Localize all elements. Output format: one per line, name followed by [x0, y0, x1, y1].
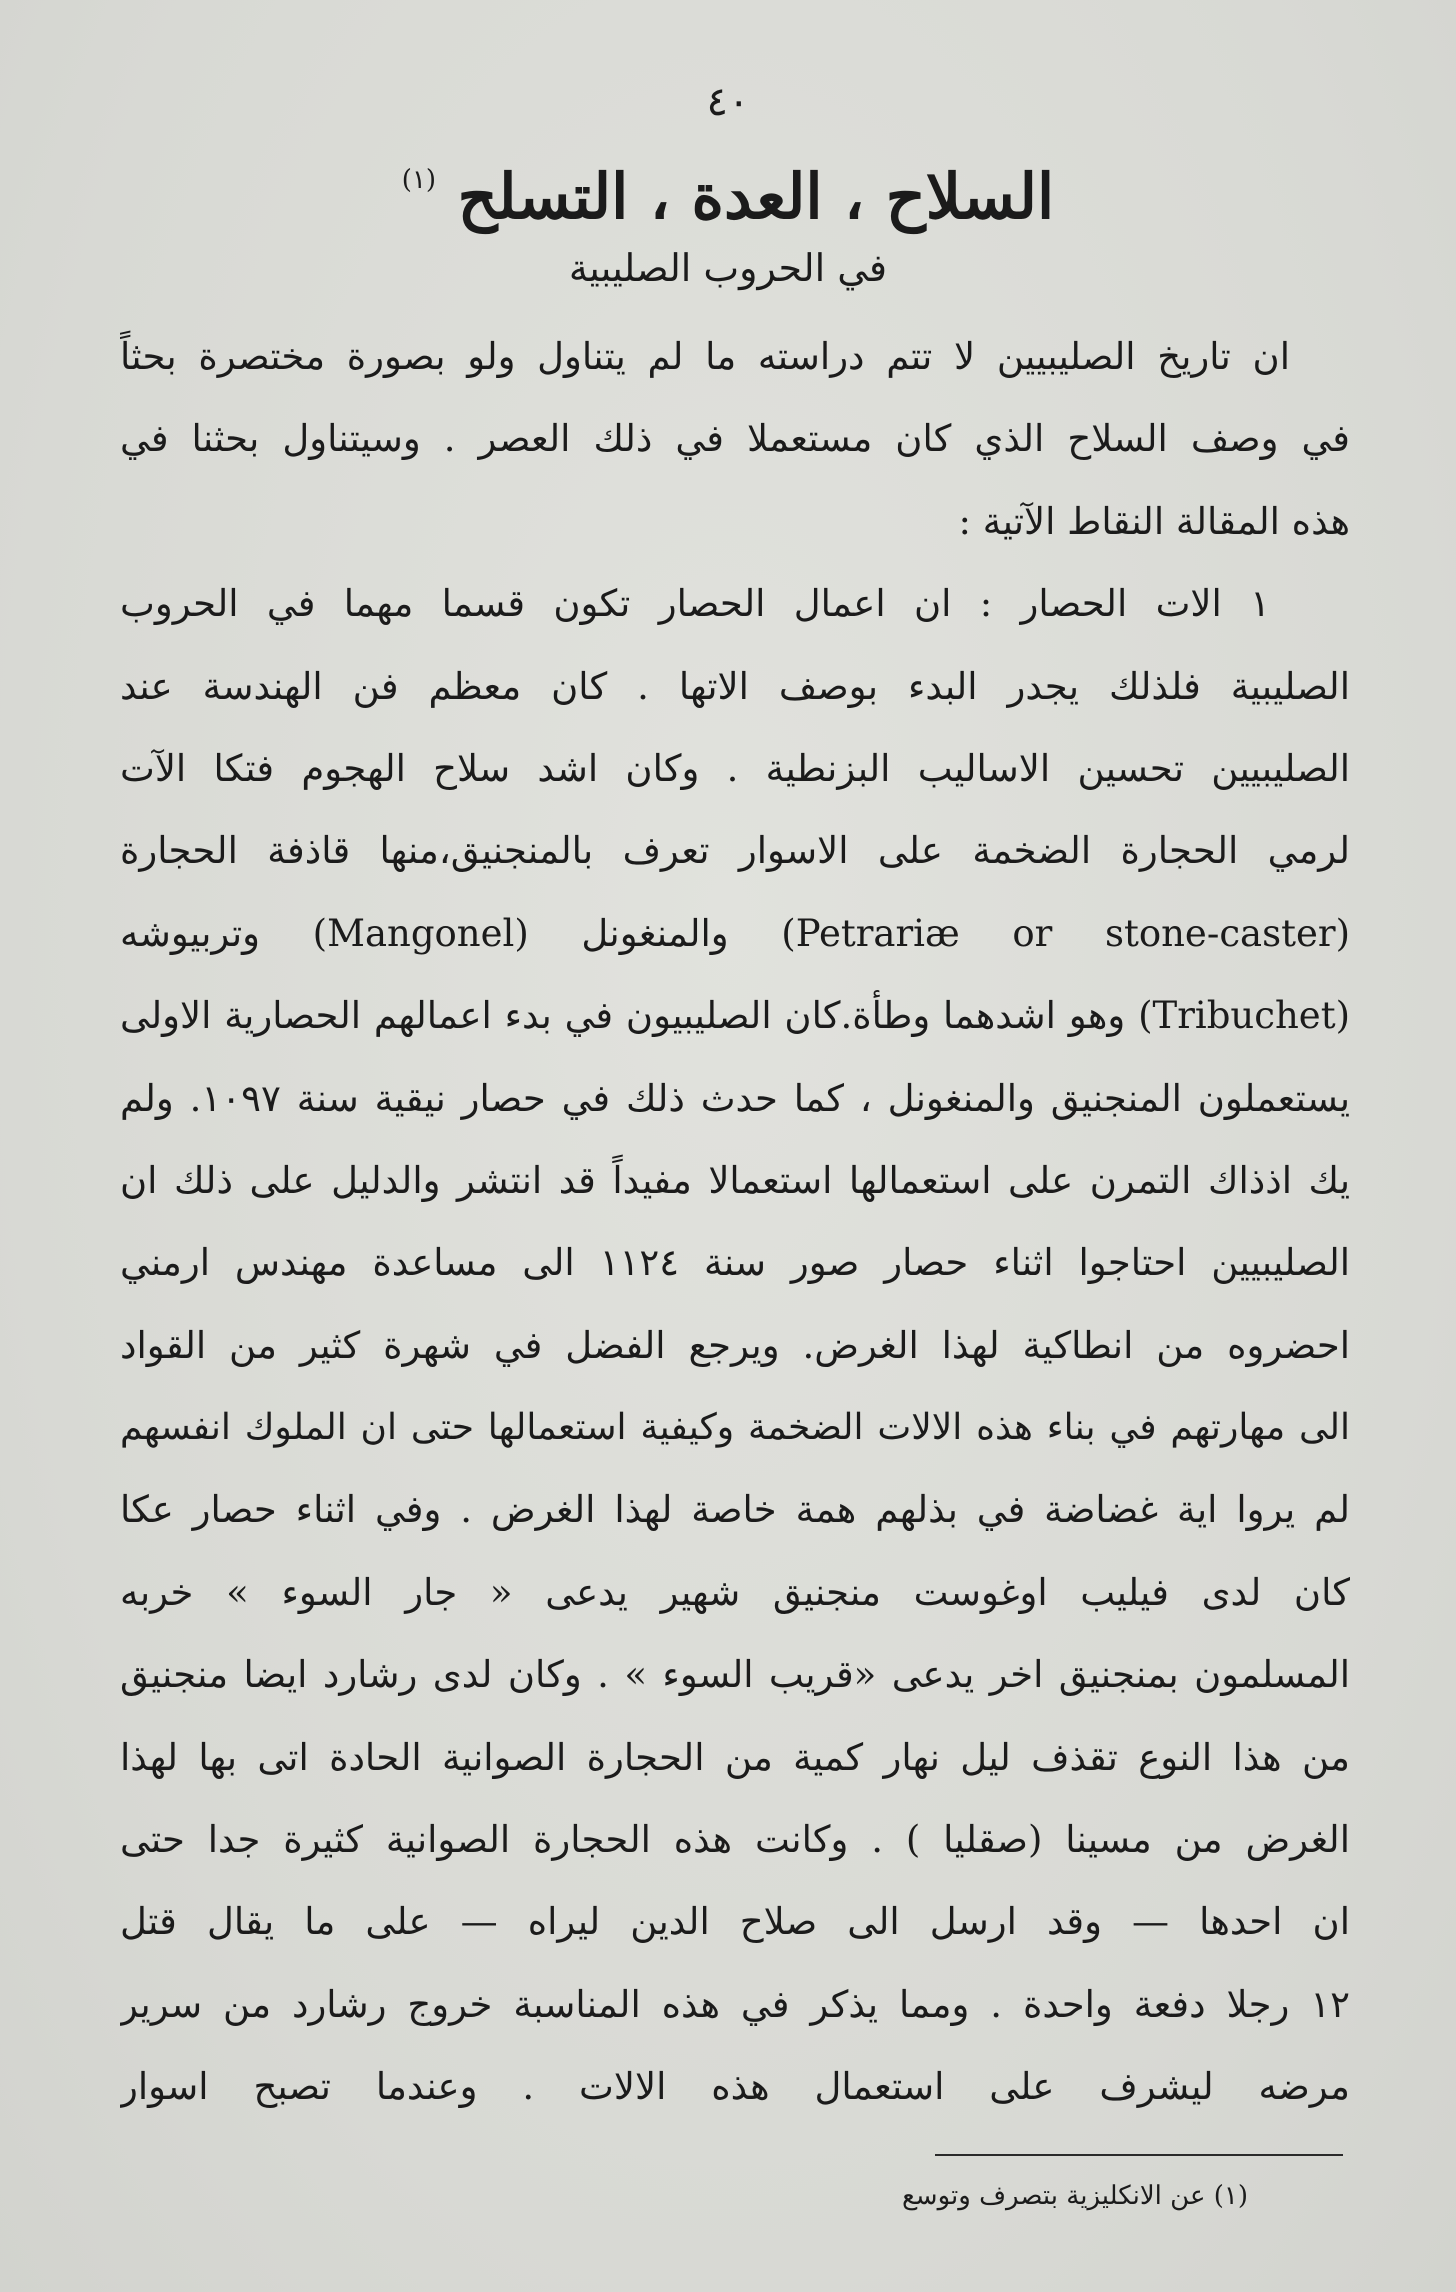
body-line-7: لرمي الحجارة الضخمة على الاسوار تعرف بالمنجنيق،منها قاذفة الحجارة [120, 829, 1350, 873]
body-line-4: ١ الات الحصار : ان اعمال الحصار تكون قسما مهما في الحروب [120, 582, 1270, 626]
body-line-15: لم يروا اية غضاضة في بذلهم همة خاصة لهذا الغرض . وفي اثناء حصار عكا [120, 1488, 1350, 1532]
body-line-8: (Petrariæ or stone-caster) والمنغونل (Mangonel) وتربيوشه [120, 911, 1350, 955]
body-line-5: الصليبية فلذلك يجدر البدء بوصف الاتها . كان معظم فن الهندسة عند [120, 664, 1350, 708]
body-line-14: الى مهارتهم في بناء هذه الالات الضخمة وكيفية استعمالها حتى ان الملوك انفسهم [120, 1407, 1350, 1449]
body-line-22: مرضه ليشرف على استعمال هذه الالات . وعندما تصبح اسوار [120, 2065, 1350, 2109]
body-line-12: الصليبيين احتاجوا اثناء حصار صور سنة ١١٢٤ الى مساعدة مهندس ارمني [120, 1241, 1350, 1285]
page-title-text: السلاح ، العدة ، التسلح [457, 160, 1055, 233]
footnote: (١) عن الانكليزية بتصرف وتوسع [901, 2181, 1248, 2211]
body-line-19: الغرض من مسينا (صقليا ) . وكانت هذه الحجارة الصوانية كثيرة جدا حتى [120, 1818, 1350, 1862]
page-number: ٤٠ [706, 79, 750, 125]
body-line-1: ان تاريخ الصليبيين لا تتم دراسته ما لم يتناول ولو بصورة مختصرة بحثاً [120, 335, 1290, 378]
body-line-17: المسلمون بمنجنيق اخر يدعى «قريب السوء » . وكان لدى رشارد ايضا منجنيق [120, 1653, 1350, 1697]
footnote-divider [935, 2154, 1343, 2156]
body-line-3: هذه المقالة النقاط الآتية : [958, 499, 1350, 543]
body-line-2: في وصف السلاح الذي كان مستعملا في ذلك العصر . وسيتناول بحثنا في [120, 417, 1350, 461]
body-line-13: احضروه من انطاكية لهذا الغرض. ويرجع الفضل في شهرة كثير من القواد [120, 1323, 1350, 1367]
body-line-21: ١٢ رجلا دفعة واحدة . ومما يذكر في هذه المناسبة خروج رشارد من سرير [120, 1982, 1350, 2026]
body-line-20: ان احدها — وقد ارسل الى صلاح الدين ليراه — على ما يقال قتل [120, 1900, 1350, 1944]
page-subtitle: في الحروب الصليبية [568, 246, 888, 290]
body-line-11: يك اذذاك التمرن على استعمالها استعمالا مفيداً قد انتشر والدليل على ذلك ان [120, 1158, 1350, 1202]
body-line-9: (Tribuchet) وهو اشدهما وطأة.كان الصليبيون في بدء اعمالهم الحصارية الاولى [120, 994, 1350, 1038]
article-body [120, 316, 1350, 2129]
title-footnote-marker: (١) [401, 165, 437, 195]
body-line-10: يستعملون المنجنيق والمنغونل ، كما حدث ذلك في حصار نيقية سنة ١٠٩٧. ولم [120, 1076, 1350, 1120]
body-line-6: الصليبيين تحسين الاساليب البزنطية . وكان اشد سلاح الهجوم فتكا الآت [120, 746, 1350, 790]
body-line-18: من هذا النوع تقذف ليل نهار كمية من الحجارة الصوانية الحادة اتى بها لهذا [120, 1735, 1350, 1779]
page-title [0, 140, 1456, 237]
body-line-16: كان لدى فيليب اوغوست منجنيق شهير يدعى « جار السوء » خربه [120, 1570, 1350, 1614]
